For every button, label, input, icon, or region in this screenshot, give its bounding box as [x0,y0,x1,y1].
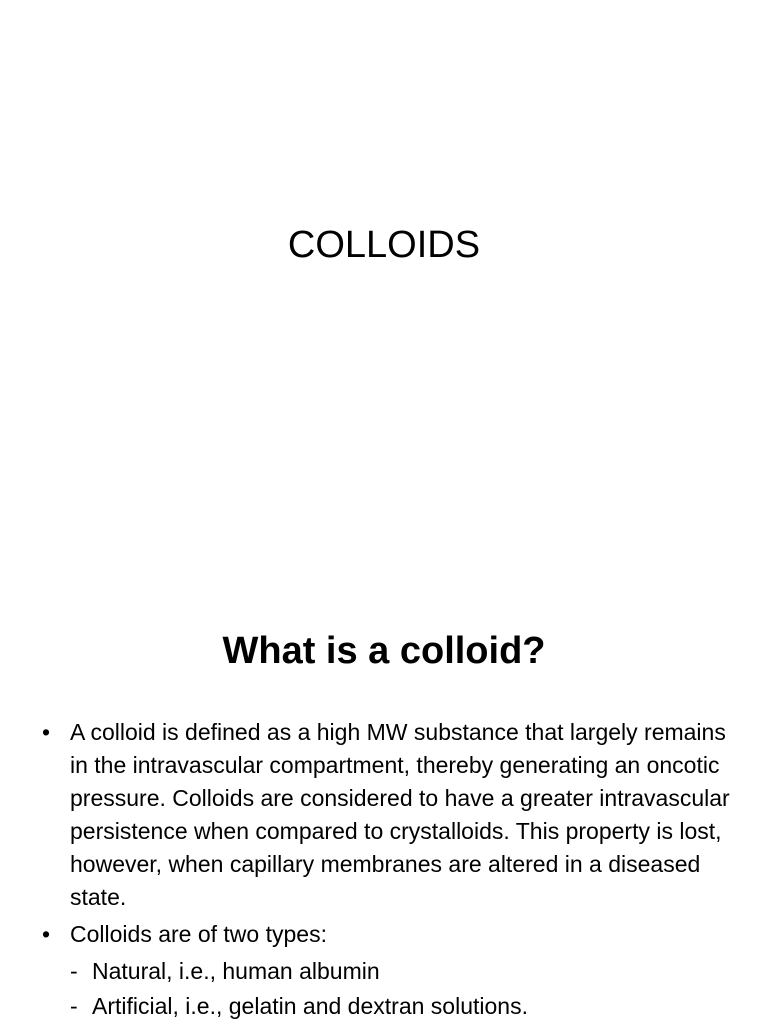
sub-item-text: Artificial, i.e., gelatin and dextran solutions. [92,993,528,1019]
dash-icon: - [70,958,78,984]
bullet-text: Colloids are of two types: [70,921,327,947]
slide-title: COLLOIDS [287,224,481,266]
list-item [42,918,732,951]
slide-2 [0,576,768,1024]
bullet-icon: • [42,921,51,947]
bullet-icon: • [42,719,51,745]
sub-list-item [42,955,732,988]
sub-list-item [42,990,732,1023]
list-item [42,716,732,914]
dash-icon: - [70,993,78,1019]
bullet-text: A colloid is defined as a high MW substance that largely remains in the intravascular compartment, thereby generating an oncotic pressure. Colloids are considered to have a greater intravascular persistence when compared to crystalloids. This property is lost, however, when capillary membranes are altered in a diseased state. [70,719,730,910]
bullet-list [42,716,732,1025]
slide-heading: What is a colloid? [222,630,546,672]
sub-item-text: Natural, i.e., human albumin [92,958,380,984]
